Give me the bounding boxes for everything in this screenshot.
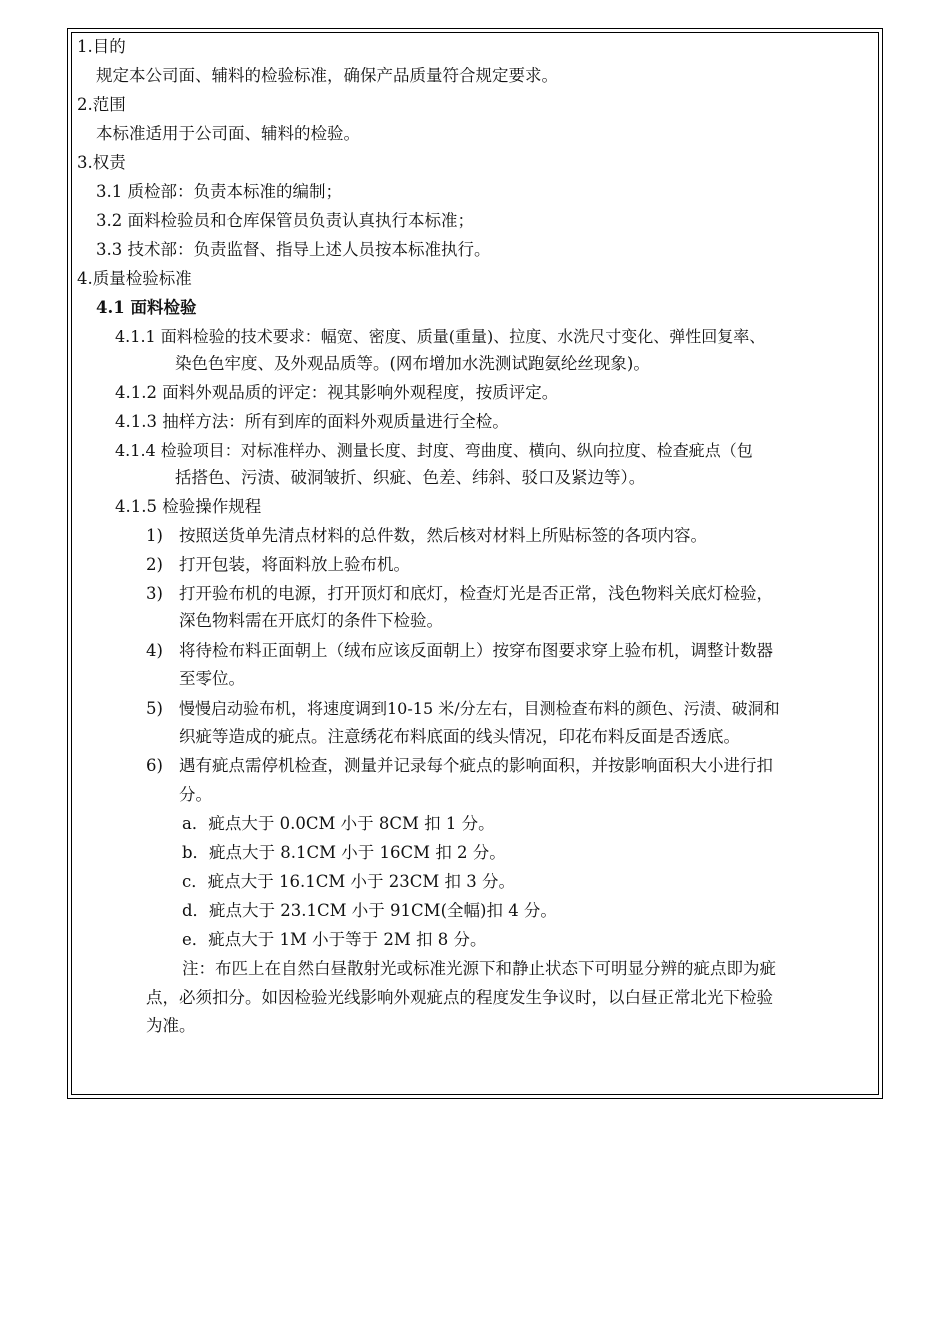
section-3-item: 3.3 技术部：负责监督、指导上述人员按本标准执行。 <box>96 240 491 259</box>
step-line: 织疵等造成的疵点。注意绣花布料底面的线头情况，印花布料反面是否透底。 <box>179 727 740 746</box>
section-3-item: 3.1 质检部：负责本标准的编制； <box>96 182 342 201</box>
step-number: 3) <box>146 584 163 603</box>
section-2-heading: 2.范围 <box>77 95 126 114</box>
section-1-body: 规定本公司面、辅料的检验标准，确保产品质量符合规定要求。 <box>96 66 558 85</box>
step-line: 深色物料需在开底灯的条件下检验。 <box>179 611 443 630</box>
step-line: 遇有疵点需停机检查，测量并记录每个疵点的影响面积，并按影响面积大小进行扣 <box>179 756 773 775</box>
clause-4-1-4-line: 括搭色、污渍、破洞皱折、织疵、色差、纬斜、驳口及紧边等）。 <box>175 468 646 487</box>
deduction-item: d．疵点大于 23.1CM 小于 91CM(全幅)扣 4 分。 <box>182 901 557 920</box>
step-line: 慢慢启动验布机，将速度调到10-15 米/分左右，目测检查布料的颜色、污渍、破洞和 <box>179 699 780 718</box>
note-line: 点，必须扣分。如因检验光线影响外观疵点的程度发生争议时，以白昼正常北光下检验 <box>146 988 773 1007</box>
step-number: 4) <box>146 641 163 660</box>
deduction-item: e．疵点大于 1M 小于等于 2M 扣 8 分。 <box>182 930 487 949</box>
clause-4-1-4-line: 4.1.4 检验项目：对标准样办、测量长度、封度、弯曲度、横向、纵向拉度、检查疵点（包 <box>115 441 753 460</box>
step-line: 打开验布机的电源，打开顶灯和底灯，检查灯光是否正常，浅色物料关底灯检验， <box>179 584 773 603</box>
section-2-body: 本标准适用于公司面、辅料的检验。 <box>96 124 360 143</box>
step-number: 2) <box>146 555 163 574</box>
deduction-item: c．疵点大于 16.1CM 小于 23CM 扣 3 分。 <box>182 872 515 891</box>
section-4-heading: 4.质量检验标准 <box>77 269 192 288</box>
step-number: 6) <box>146 756 163 775</box>
step-number: 5) <box>146 699 163 718</box>
clause-4-1-1-line: 染色色牢度、及外观品质等。(网布增加水洗测试跑氨纶丝现象)。 <box>175 354 650 373</box>
clause-4-1-1-line: 4.1.1 面料检验的技术要求：幅宽、密度、质量(重量)、拉度、水洗尺寸变化、弹性回复率、 <box>115 327 766 346</box>
section-3-item: 3.2 面料检验员和仓库保管员负责认真执行本标准； <box>96 211 474 230</box>
section-3-heading: 3.权责 <box>77 153 126 172</box>
deduction-item: a．疵点大于 0.0CM 小于 8CM 扣 1 分。 <box>182 814 495 833</box>
clause-4-1-2: 4.1.2 面料外观品质的评定：视其影响外观程度，按质评定。 <box>115 383 559 402</box>
step-number: 1) <box>146 526 163 545</box>
step-line: 按照送货单先清点材料的总件数，然后核对材料上所贴标签的各项内容。 <box>179 526 707 545</box>
clause-4-1-3: 4.1.3 抽样方法：所有到库的面料外观质量进行全检。 <box>115 412 509 431</box>
note-line: 为准。 <box>146 1016 196 1035</box>
clause-4-1-5-heading: 4.1.5 检验操作规程 <box>115 497 262 516</box>
step-line: 至零位。 <box>179 669 245 688</box>
deduction-item: b．疵点大于 8.1CM 小于 16CM 扣 2 分。 <box>182 843 506 862</box>
step-line: 分。 <box>179 785 212 804</box>
section-4-1-heading: 4.1 面料检验 <box>96 298 197 317</box>
step-line: 打开包装，将面料放上验布机。 <box>179 555 410 574</box>
step-line: 将待检布料正面朝上（绒布应该反面朝上）按穿布图要求穿上验布机，调整计数器 <box>179 641 773 660</box>
section-1-heading: 1.目的 <box>77 37 126 56</box>
note-line: 注：布匹上在自然白昼散射光或标准光源下和静止状态下可明显分辨的疵点即为疵 <box>182 959 776 978</box>
